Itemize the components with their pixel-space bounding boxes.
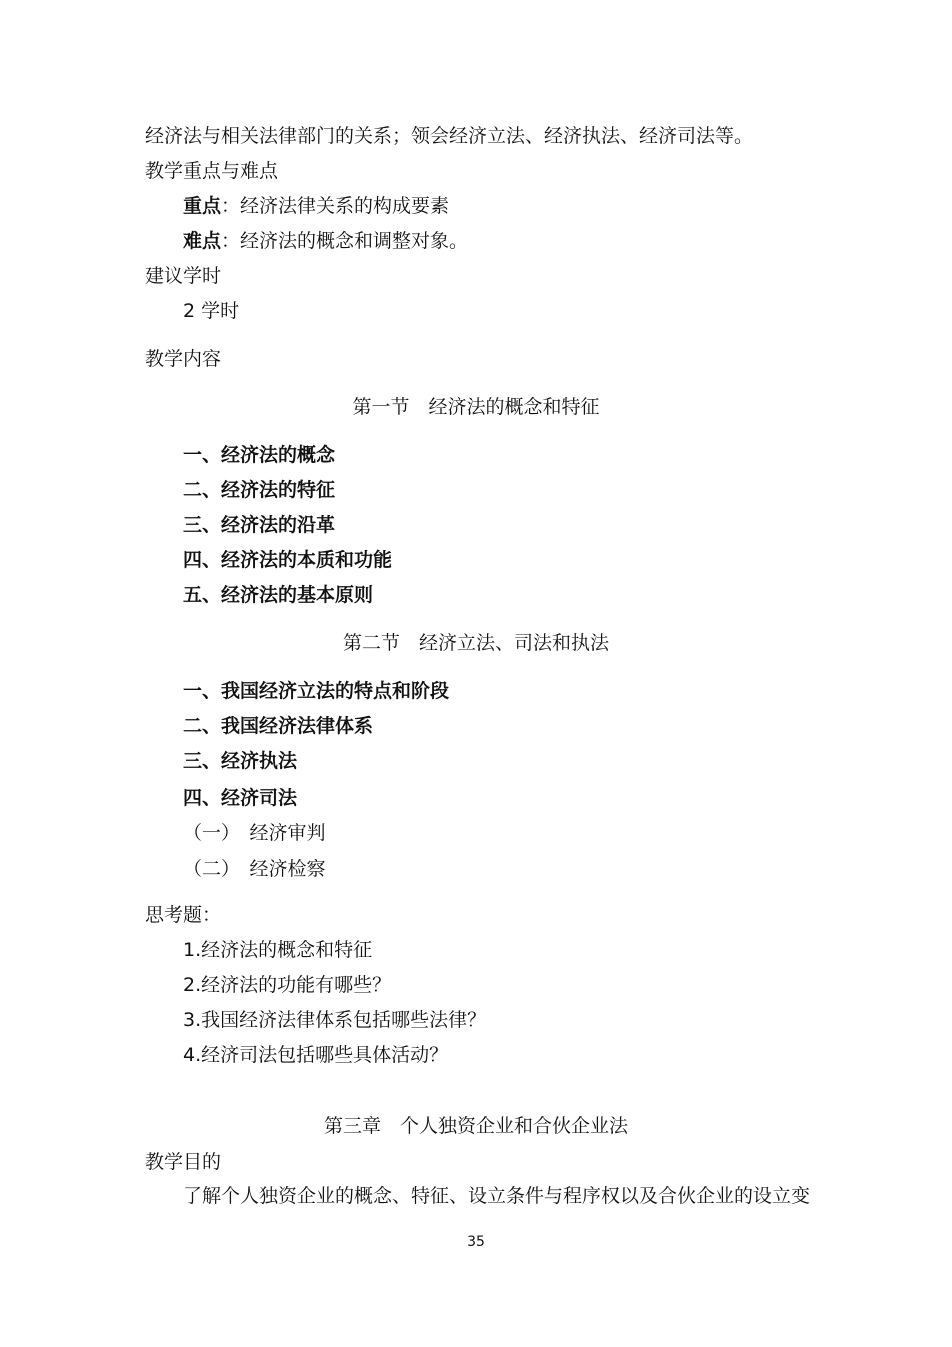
section2-item: 三、经济执法 (183, 750, 298, 772)
section2-title: 第二节 经济立法、司法和执法 (342, 632, 609, 654)
section2-subitem: （一） 经济审判 (183, 822, 326, 844)
section1-item: 五、经济法的基本原则 (183, 584, 374, 606)
section1-item: 二、经济法的特征 (183, 479, 336, 501)
goal-text: 了解个人独资企业的概念、特征、设立条件与程序权以及合伙企业的设立变 (183, 1185, 811, 1207)
question-item: 1.经济法的概念和特征 (183, 939, 373, 961)
questions-heading: 思考题： (145, 904, 222, 926)
key-point-text: ：经济法律关系的构成要素 (221, 195, 450, 217)
chapter3-title: 第三章 个人独资企业和合伙企业法 (323, 1115, 628, 1137)
question-item: 3.我国经济法律体系包括哪些法律？ (183, 1009, 487, 1031)
section2-item: 四、经济司法 (183, 787, 298, 809)
page-number: 35 (467, 1234, 485, 1250)
difficult-point-label: 难点 (183, 230, 222, 252)
hours-value: 2 学时 (183, 300, 240, 322)
difficult-point (183, 229, 468, 253)
difficult-point-text: ：经济法的概念和调整对象。 (221, 230, 469, 252)
intro-line: 经济法与相关法律部门的关系；领会经济立法、经济执法、经济司法等。 (145, 125, 754, 147)
key-point (183, 194, 449, 218)
section1-title: 第一节 经济法的概念和特征 (352, 396, 600, 418)
focus-heading: 教学重点与难点 (145, 160, 279, 182)
content-heading: 教学内容 (145, 348, 222, 370)
section2-item: 二、我国经济法律体系 (183, 715, 374, 737)
key-point-label: 重点 (183, 195, 222, 217)
question-item: 4.经济司法包括哪些具体活动？ (183, 1044, 449, 1066)
section1-item: 一、经济法的概念 (183, 444, 336, 466)
section1-item: 四、经济法的本质和功能 (183, 549, 393, 571)
section2-item: 一、我国经济立法的特点和阶段 (183, 680, 450, 702)
goal-heading: 教学目的 (145, 1151, 222, 1173)
section2-subitem: （二） 经济检察 (183, 858, 326, 880)
section1-item: 三、经济法的沿革 (183, 514, 336, 536)
hours-heading: 建议学时 (145, 265, 222, 287)
question-item: 2.经济法的功能有哪些？ (183, 974, 392, 996)
